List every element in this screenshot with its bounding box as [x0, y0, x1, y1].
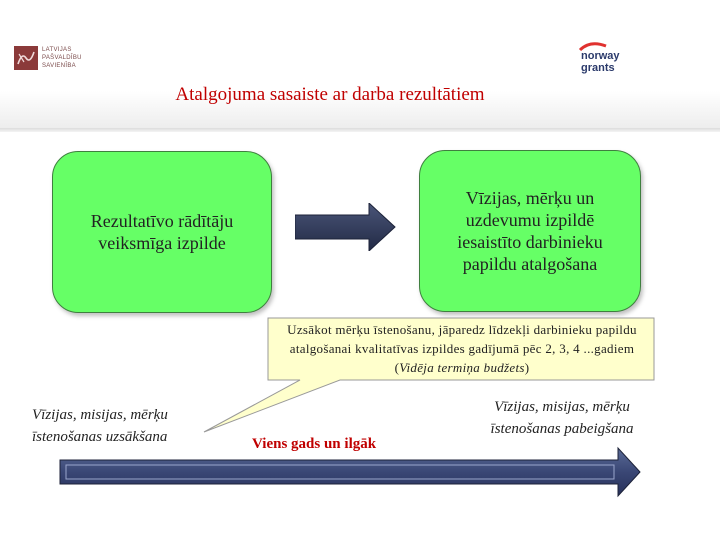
- norway-grants-word-1: norway: [581, 50, 620, 62]
- phase-end-label: Vīzijas, misijas, mērķu īstenošanas pabeigšana: [490, 399, 634, 437]
- lps-logo-text: LATVIJAS PAŠVALDĪBU SAVIENĪBA: [42, 47, 82, 69]
- phase-start-label: Vīzijas, misijas, mērķu īstenošanas uzsākšana: [32, 407, 168, 445]
- duration-label: Viens gads un ilgāk: [252, 436, 377, 452]
- norway-grants-word-2: grants: [581, 62, 615, 74]
- callout-text: Uzsākot mērķu īstenošanu, jāparedz līdzekļi darbinieku papildu atalgošanai kvalitatīvas izpildes gadījumā pēc 2, 3, 4 ...gadiem (Vidēja termiņa budžets): [287, 322, 637, 375]
- page-title: Atalgojuma sasaiste ar darba rezultātiem: [175, 84, 485, 105]
- callout-emphasis: Vidēja termiņa budžets: [399, 360, 525, 375]
- reward-box-label: Vīzijas, mērķu un uzdevumu izpildē iesaistīto darbinieku papildu atalgošana: [457, 188, 603, 274]
- timeline-arrow-icon: [58, 446, 642, 498]
- result-box-label: Rezultatīvo rādītāju veiksmīga izpilde: [90, 211, 234, 253]
